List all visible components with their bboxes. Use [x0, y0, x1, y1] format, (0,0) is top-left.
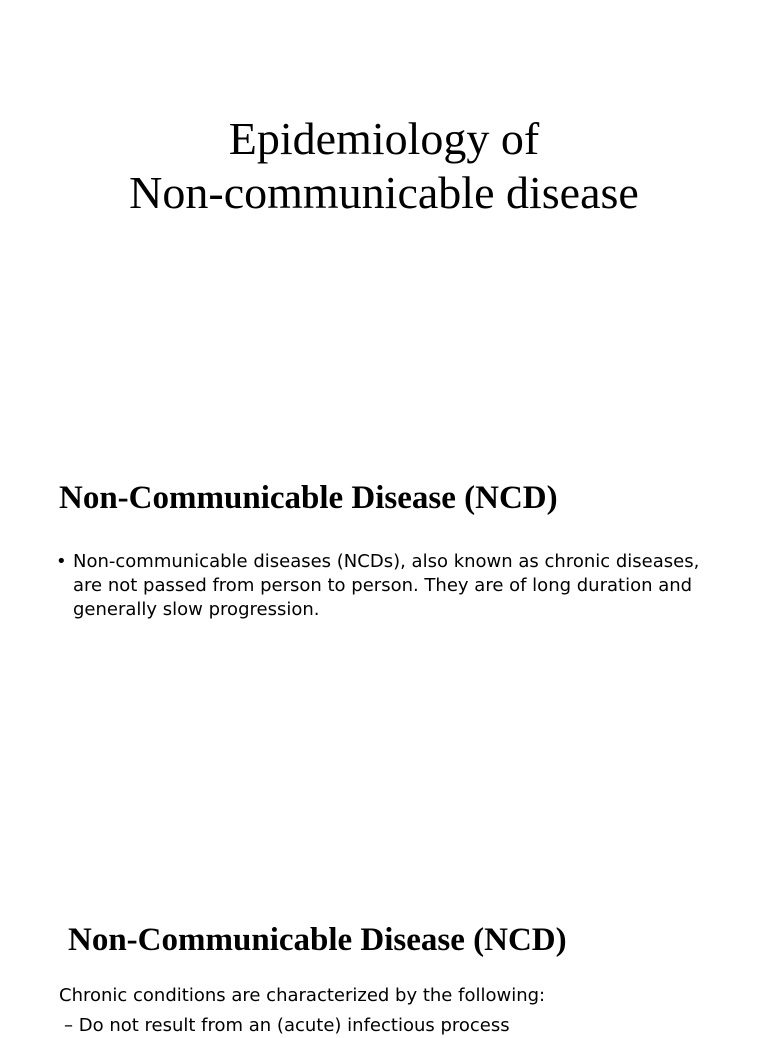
bullet-icon: • [56, 551, 67, 572]
bullet-item [56, 550, 716, 622]
bullet-text: Non-communicable diseases (NCDs), also known as chronic diseases, are not passed from person to person. They are of long duration and generally slow progression. [73, 551, 700, 620]
bullet-list [56, 550, 716, 622]
title-line-2: Non-communicable disease [129, 167, 639, 218]
title-line-1: Epidemiology of [228, 113, 540, 164]
presentation-title [0, 112, 768, 220]
slide-ncd-characteristics [0, 864, 768, 1036]
slide-heading: Non-Communicable Disease (NCD) [59, 480, 558, 516]
slide-ncd-definition [0, 432, 768, 864]
body-text: Chronic conditions are characterized by the following: [59, 985, 546, 1006]
slide-heading: Non-Communicable Disease (NCD) [68, 922, 567, 958]
sub-bullet-item: – Do not result from an (acute) infectious process [64, 1015, 510, 1036]
slide-title [0, 0, 768, 432]
